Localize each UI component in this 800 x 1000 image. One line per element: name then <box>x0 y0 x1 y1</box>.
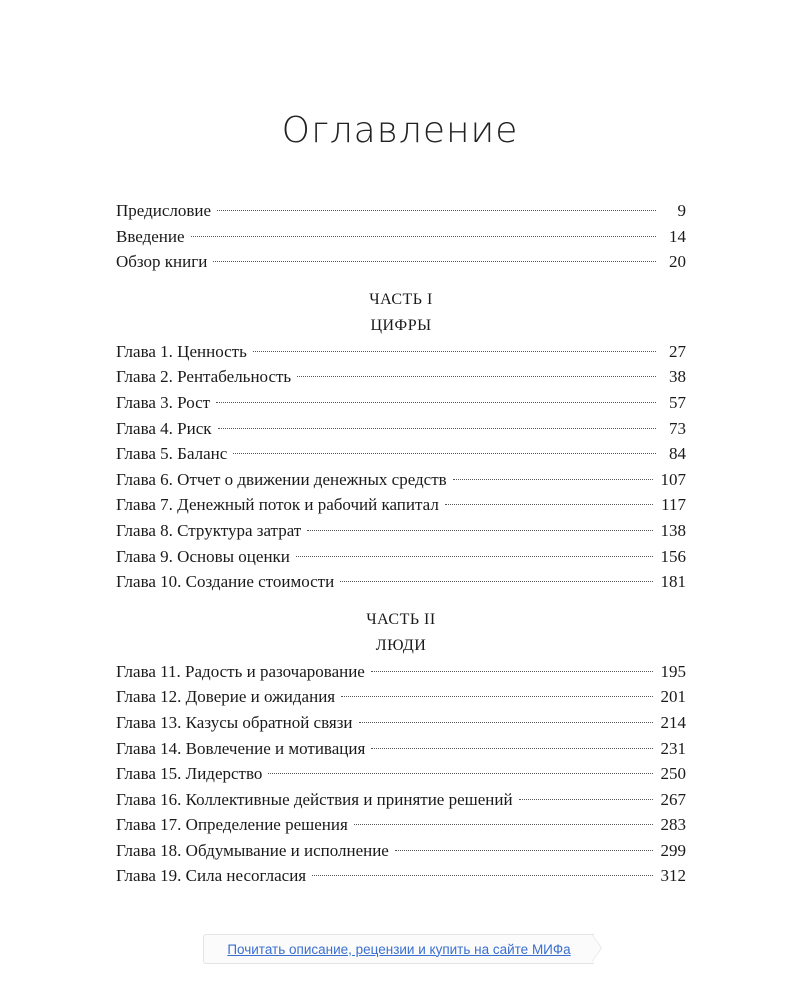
publisher-site-link[interactable] <box>203 934 594 964</box>
toc-row-introduction[interactable] <box>116 224 686 250</box>
part-1-heading: ЧАСТЬ I <box>369 290 433 308</box>
dot-leader <box>453 479 653 480</box>
toc-page-number: 181 <box>660 572 686 592</box>
dot-leader <box>268 773 652 774</box>
dot-leader <box>213 261 656 262</box>
table-of-contents <box>116 198 686 889</box>
dot-leader <box>371 748 652 749</box>
toc-page-number: 117 <box>661 495 686 515</box>
link-arrow-fill <box>592 935 601 961</box>
toc-entry-label: Глава 9. Основы оценки <box>116 546 290 566</box>
toc-row-chapter-1[interactable] <box>116 339 686 365</box>
toc-row-chapter-6[interactable] <box>116 467 686 493</box>
part-1-subheading: ЦИФРЫ <box>370 316 432 334</box>
toc-row-chapter-17[interactable] <box>116 812 686 838</box>
dot-leader <box>395 850 653 851</box>
toc-row-chapter-2[interactable] <box>116 364 686 390</box>
toc-row-chapter-16[interactable] <box>116 787 686 813</box>
toc-row-chapter-14[interactable] <box>116 736 686 762</box>
toc-entry-label: Глава 2. Рентабельность <box>116 367 292 387</box>
toc-page-number: 267 <box>660 789 686 809</box>
toc-page-number: 9 <box>677 201 686 220</box>
toc-page-number: 312 <box>660 866 686 886</box>
toc-page-number: 138 <box>660 520 686 540</box>
toc-entry-label: Обзор книги <box>116 252 208 272</box>
toc-row-chapter-8[interactable] <box>116 518 686 544</box>
toc-entry-label: Глава 4. Риск <box>116 418 212 438</box>
toc-row-chapter-15[interactable] <box>116 761 686 787</box>
dot-leader <box>216 402 656 403</box>
toc-entry-label: Глава 7. Денежный поток и рабочий капитал <box>116 495 439 515</box>
dot-leader <box>296 556 653 557</box>
toc-entry-label: Глава 1. Ценность <box>116 341 247 361</box>
dot-leader <box>253 351 656 352</box>
dot-leader <box>312 875 652 876</box>
dot-leader <box>359 722 653 723</box>
toc-entry-label: Глава 15. Лидерство <box>116 764 263 784</box>
toc-page-number: 57 <box>669 392 686 412</box>
part-2-heading: ЧАСТЬ II <box>366 610 436 628</box>
dot-leader <box>191 236 656 237</box>
toc-page-number: 107 <box>660 469 686 489</box>
toc-row-preface[interactable] <box>116 198 686 224</box>
dot-leader <box>341 696 652 697</box>
toc-page-number: 20 <box>669 252 686 272</box>
page-title: Оглавление <box>281 110 519 151</box>
toc-page-number: 231 <box>660 738 686 758</box>
toc-page-number: 201 <box>660 687 686 707</box>
toc-row-chapter-13[interactable] <box>116 710 686 736</box>
toc-entry-label: Глава 18. Обдумывание и исполнение <box>116 840 389 860</box>
toc-page-number: 250 <box>660 764 686 784</box>
toc-entry-label: Глава 11. Радость и разочарование <box>116 661 365 681</box>
toc-row-chapter-5[interactable] <box>116 441 686 467</box>
dot-leader <box>519 799 653 800</box>
toc-entry-label: Глава 10. Создание стоимости <box>116 572 335 592</box>
toc-page-number: 195 <box>660 661 686 681</box>
toc-row-chapter-10[interactable] <box>116 569 686 595</box>
dot-leader <box>340 581 652 582</box>
dot-leader <box>354 824 653 825</box>
dot-leader <box>445 504 653 505</box>
toc-page-number: 38 <box>669 367 686 387</box>
toc-entry-label: Глава 16. Коллективные действия и принятие решений <box>116 789 513 809</box>
toc-page-number: 299 <box>660 840 686 860</box>
toc-entry-label: Глава 17. Определение решения <box>116 815 348 835</box>
toc-row-chapter-12[interactable] <box>116 684 686 710</box>
toc-row-chapter-3[interactable] <box>116 390 686 416</box>
toc-row-chapter-19[interactable] <box>116 863 686 889</box>
toc-entry-label: Глава 12. Доверие и ожидания <box>116 687 336 707</box>
toc-page-number: 73 <box>669 418 686 438</box>
toc-row-book-overview[interactable] <box>116 249 686 275</box>
toc-row-chapter-18[interactable] <box>116 838 686 864</box>
toc-row-chapter-4[interactable] <box>116 416 686 442</box>
dot-leader <box>307 530 652 531</box>
toc-page-number: 27 <box>669 341 686 361</box>
dot-leader <box>297 376 656 377</box>
toc-page-number: 156 <box>660 546 686 566</box>
dot-leader <box>217 210 656 211</box>
toc-row-chapter-9[interactable] <box>116 544 686 570</box>
toc-entry-label: Предисловие <box>116 201 212 220</box>
toc-row-chapter-7[interactable] <box>116 492 686 518</box>
publisher-site-link-text: Почитать описание, рецензии и купить на сайте МИФа <box>227 941 571 957</box>
toc-entry-label: Введение <box>116 226 185 246</box>
toc-page-number: 14 <box>669 226 686 246</box>
toc-page-number: 214 <box>660 712 686 732</box>
dot-leader <box>371 671 653 672</box>
toc-entry-label: Глава 5. Баланс <box>116 444 228 464</box>
toc-row-chapter-11[interactable] <box>116 659 686 685</box>
dot-leader <box>233 453 656 454</box>
toc-entry-label: Глава 8. Структура затрат <box>116 520 302 540</box>
toc-entry-label: Глава 19. Сила несогласия <box>116 866 307 886</box>
toc-page-number: 283 <box>660 815 686 835</box>
toc-entry-label: Глава 14. Вовлечение и мотивация <box>116 738 366 758</box>
toc-entry-label: Глава 13. Казусы обратной связи <box>116 712 353 732</box>
toc-entry-label: Глава 6. Отчет о движении денежных средств <box>116 469 447 489</box>
toc-page-number: 84 <box>669 444 686 464</box>
part-2-subheading: ЛЮДИ <box>375 636 427 654</box>
dot-leader <box>218 428 656 429</box>
toc-entry-label: Глава 3. Рост <box>116 392 211 412</box>
